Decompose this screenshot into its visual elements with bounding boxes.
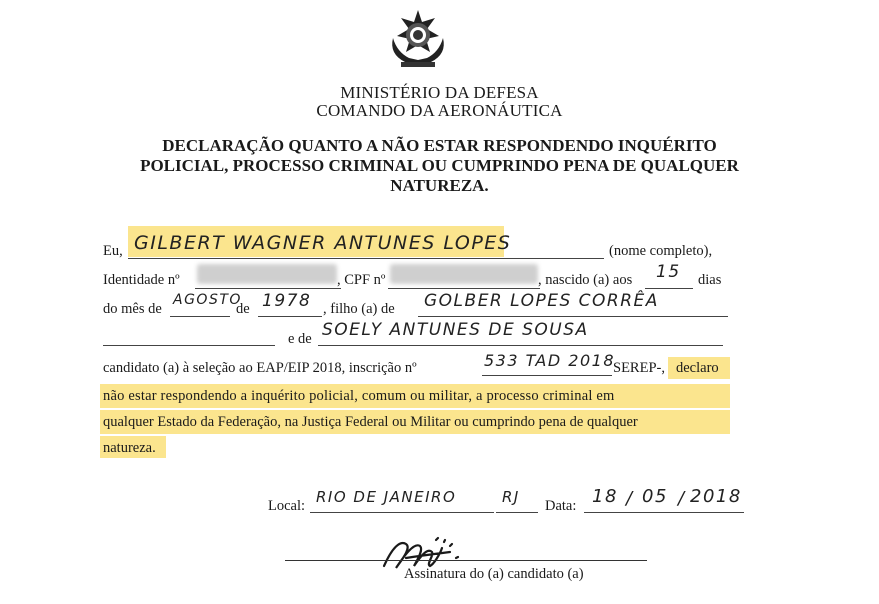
birth-year-value: 1978 [262, 291, 312, 311]
serep-label: SEREP-, [613, 360, 665, 376]
mother-name-value: SOELY ANTUNES DE SOUSA [322, 320, 589, 340]
de-label: de [236, 301, 250, 317]
nome-completo-label: (nome completo), [609, 243, 713, 259]
inscription-value: 533 TAD 2018 [484, 351, 615, 370]
mes-label: do mês de [103, 301, 162, 317]
command-name: COMANDO DA AERONÁUTICA [316, 101, 563, 120]
document-title [0, 136, 879, 196]
date-day-value: 18 [592, 486, 618, 507]
declaration-line-2: não estar respondendo a inquérito policial, comum ou militar, a processo criminal em [103, 388, 615, 404]
local-underline [310, 512, 494, 513]
declaration-line-4: natureza. [103, 440, 156, 456]
state-underline [496, 512, 538, 513]
signature-line [285, 560, 647, 561]
date-year-value: 2018 [690, 486, 742, 507]
data-label: Data: [545, 498, 577, 514]
declaro-text: declaro [676, 360, 719, 376]
dias-label: dias [698, 272, 722, 288]
e-de-label: e de [288, 331, 312, 347]
nascido-label: , nascido (a) aos [538, 272, 633, 288]
filho-label: , filho (a) de [323, 301, 395, 317]
local-label: Local: [268, 498, 306, 514]
date-slash-2: / [678, 488, 686, 509]
cpf-label: , CPF nº [337, 272, 386, 288]
birth-day-value: 15 [656, 262, 681, 282]
birth-day-underline [645, 288, 693, 289]
father-underline [418, 316, 728, 317]
state-value: RJ [502, 488, 520, 506]
signature-label: Assinatura do (a) candidato (a) [404, 566, 584, 582]
declaration-line-3: qualquer Estado da Federação, na Justiça Federal ou Militar ou cumprindo pena de qualquer [103, 414, 638, 430]
identity-underline [195, 288, 341, 289]
title-line-1: DECLARAÇÃO QUANTO A NÃO ESTAR RESPONDENDO INQUÉRITO [162, 136, 717, 155]
candidato-text: candidato (a) à seleção ao EAP/EIP 2018, inscrição nº [103, 360, 417, 376]
date-slash-1: / [626, 488, 634, 509]
father-name-value: GOLBER LOPES CORRÊA [424, 291, 659, 311]
ministry-header [0, 84, 879, 120]
father-continuation-underline [103, 345, 275, 346]
identidade-label: Identidade nº [103, 272, 180, 288]
birth-year-underline [258, 316, 322, 317]
birth-month-value: AGOSTO [173, 292, 242, 308]
coat-of-arms-emblem [383, 8, 453, 70]
ministry-name: MINISTÉRIO DA DEFESA [340, 83, 539, 102]
title-line-3: NATUREZA. [390, 176, 489, 195]
cpf-underline [388, 288, 540, 289]
inscription-underline [482, 375, 612, 376]
date-month-value: 05 [642, 486, 668, 507]
date-underline [584, 512, 744, 513]
birth-month-underline [170, 316, 230, 317]
redacted-cpf [390, 264, 538, 284]
name-underline [128, 258, 604, 259]
mother-underline [318, 345, 723, 346]
title-line-2: POLICIAL, PROCESSO CRIMINAL OU CUMPRINDO PENA DE QUALQUER [140, 156, 739, 175]
redacted-identity [197, 264, 337, 284]
full-name-value: GILBERT WAGNER ANTUNES LOPES [134, 232, 512, 254]
local-value: RIO DE JANEIRO [316, 488, 457, 506]
eu-label: Eu, [103, 243, 123, 259]
